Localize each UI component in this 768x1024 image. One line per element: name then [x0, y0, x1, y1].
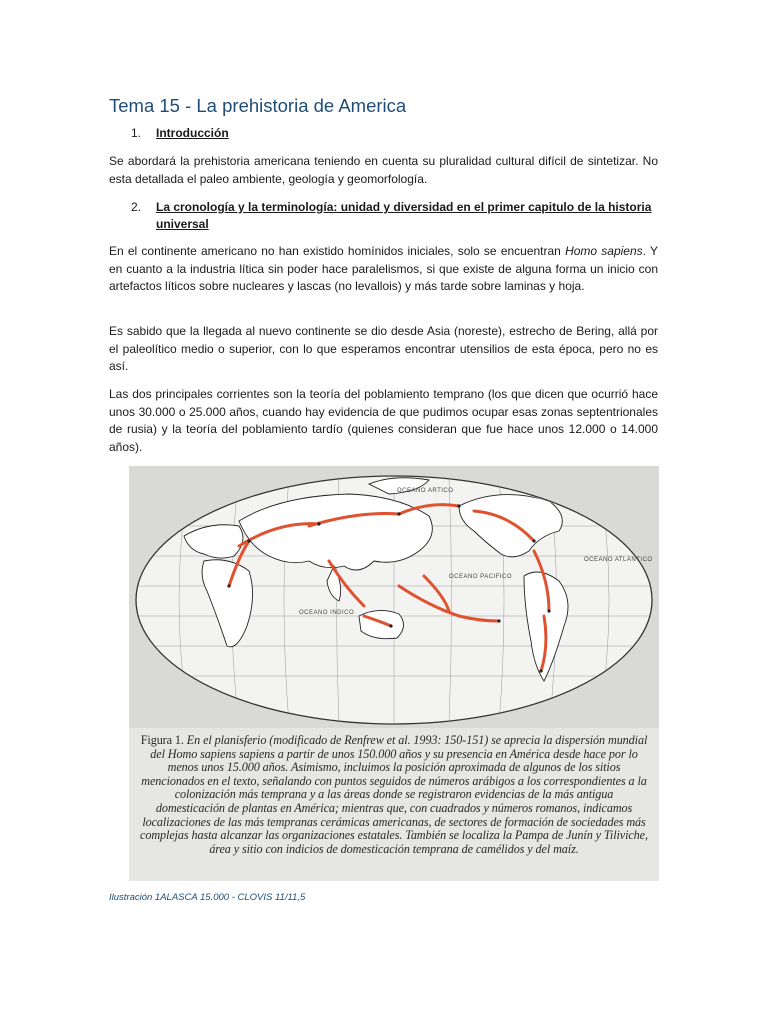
map-label-arctic: OCEANO ARTICO [397, 488, 454, 494]
paragraph-theories: Las dos principales corrientes son la teoría del poblamiento temprano (los que dicen que ocurrió hace unos 30.000 o 25.000 años, cuando hay evidencia de que pudimos ocupar esas zonas septentrionales de rusia) y la teoría del poblamiento tardío (quienes consideran que fue hace unos 12.000 o 14.000 años). [109, 387, 658, 454]
figure-map [129, 466, 659, 881]
map-label-atlantic: OCEANO ATLANTICO [584, 557, 653, 563]
section-heading-text: Introducción [156, 126, 229, 140]
paragraph-text: . Y en cuanto a la industria lítica sin poder hace paralelismos, si que existe de alguna forma un inicio con artefactos líticos sobre nucleares y lascas (no levallois) y más tarde sobre laminas y hoja. [109, 244, 658, 294]
paragraph-intro: Se abordará la prehistoria americana teniendo en cuenta su pluralidad cultural difícil de sintetizar. No esta detallada el paleo ambiente, geología y geomorfología. [109, 154, 658, 186]
world-map-image [129, 466, 659, 728]
species-name: Homo sapiens [565, 244, 643, 258]
figure-caption [139, 734, 649, 856]
paragraph-hominids [109, 243, 658, 296]
map-label-indian: OCEANO INDICO [299, 610, 355, 616]
page-title: Tema 15 - La prehistoria de America [109, 95, 407, 116]
figure-caption-area [129, 728, 659, 881]
section-number: 1. [131, 126, 142, 140]
paragraph-arrival: Es sabido que la llegada al nuevo continente se dio desde Asia (noreste), estrecho de Bering, allá por el paleolítico medio o superior, con lo que esperamos encontrar utensilios de esta época, pero no es así. [109, 324, 658, 374]
section-number: 2. [131, 200, 142, 214]
figure-caption-text: En el planisferio (modificado de Renfrew et al. 1993: 150-151) se aprecia la dispersión mundial del Homo sapiens sapiens a partir de unos 150.000 años y su presencia en América desde hace por lo menos unos 15.000 años. Asimismo, incluimos la posición aproximada de algunos de los sitios mencionados en el texto, señalando con puntos seguidos de números arábigos a los correspondientes a la colonización más temprana y a las áreas donde se registraron evidencias de la más antigua domesticación de plantas en América; mientras que, con cuadrados y números romanos, indicamos localizaciones de las más tempranas cerámicas americanas, de sectores de formación de sociedades más complejas hasta alcanzar las organizaciones estatales. También se localiza la Pampa de Junín y Tiliviche, área y sitio con indicios de domesticación temprana de camélidos y del maíz. [140, 733, 648, 856]
illustration-caption: Ilustración 1ALASCA 15.000 - CLOVIS 11/11,5 [109, 892, 306, 903]
paragraph-text: En el continente americano no han existido homínidos iniciales, solo se encuentran [109, 244, 566, 258]
figure-caption-lead: Figura 1. [140, 733, 184, 747]
map-label-pacific: OCEANO PACIFICO [449, 574, 513, 580]
section-heading-text: La cronología y la terminología: unidad y diversidad en el primer capitulo de la historia universal [156, 200, 652, 231]
section-heading-1 [131, 125, 658, 142]
section-heading-2 [131, 199, 658, 233]
